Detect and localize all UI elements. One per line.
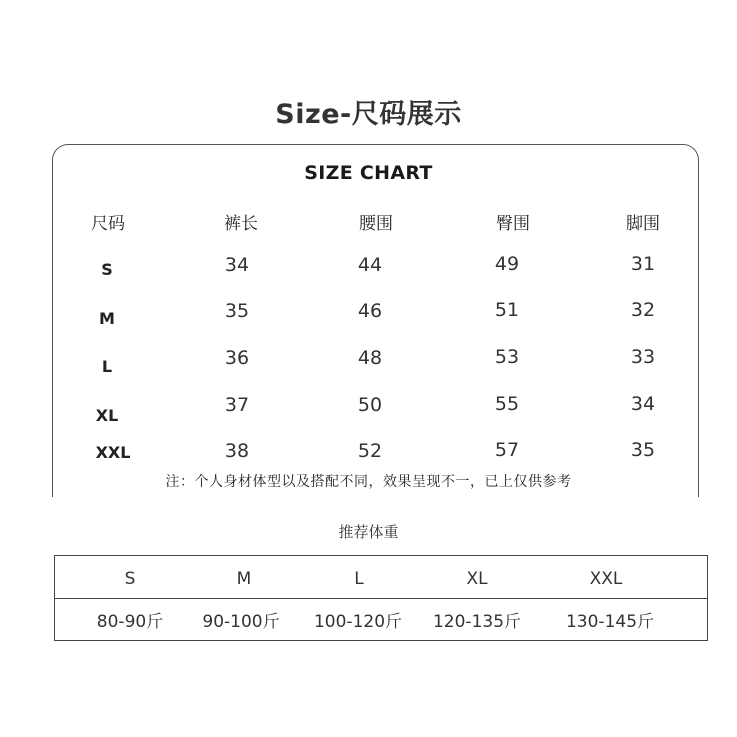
header-size: 尺码	[91, 214, 125, 234]
cell-m-length: 35	[224, 300, 250, 322]
cell-s-hip: 49	[494, 253, 520, 275]
cell-xxl-waist: 52	[357, 440, 383, 462]
cell-l-length: 36	[224, 347, 250, 369]
cell-xxl-leg: 35	[630, 439, 656, 461]
weight-value-s: 80-90斤	[96, 612, 164, 632]
cell-xxl-hip: 57	[494, 439, 520, 461]
row-label-l: L	[101, 357, 113, 376]
cell-l-hip: 53	[494, 346, 520, 368]
weight-value-xl: 120-135斤	[432, 612, 522, 632]
size-chart-heading: SIZE CHART	[304, 162, 433, 184]
cell-xxl-length: 38	[224, 440, 250, 462]
header-pants-length: 裤长	[224, 214, 258, 234]
cell-m-waist: 46	[357, 300, 383, 322]
header-leg-opening: 脚围	[626, 214, 660, 234]
size-chart-note: 注：个人身材体型以及搭配不同，效果呈现不一，已上仅供参考	[165, 474, 572, 490]
row-label-xl: XL	[95, 406, 119, 425]
header-hip: 臀围	[496, 214, 530, 234]
cell-s-length: 34	[224, 254, 250, 276]
cell-xl-length: 37	[224, 394, 250, 416]
weight-size-xl: XL	[466, 569, 488, 589]
weight-value-xxl: 130-145斤	[565, 612, 655, 632]
cell-xl-leg: 34	[630, 393, 656, 415]
cell-l-waist: 48	[357, 347, 383, 369]
cell-m-hip: 51	[494, 299, 520, 321]
cell-xl-hip: 55	[494, 393, 520, 415]
row-label-m: M	[99, 309, 115, 328]
weight-size-l: L	[354, 569, 364, 589]
row-label-xxl: XXL	[95, 443, 131, 462]
page-title: Size-尺码展示	[275, 99, 462, 130]
cell-s-leg: 31	[630, 253, 656, 275]
header-waist: 腰围	[359, 214, 393, 234]
weight-value-m: 90-100斤	[202, 612, 280, 632]
weight-table-divider	[55, 598, 707, 599]
cell-xl-waist: 50	[357, 394, 383, 416]
weight-size-xxl: XXL	[589, 569, 623, 589]
weight-size-m: M	[236, 569, 252, 589]
weight-size-s: S	[124, 569, 136, 589]
weight-value-l: 100-120斤	[313, 612, 403, 632]
cell-l-leg: 33	[630, 346, 656, 368]
weight-caption: 推荐体重	[338, 523, 399, 541]
cell-m-leg: 32	[630, 299, 656, 321]
cell-s-waist: 44	[357, 254, 383, 276]
row-label-s: S	[101, 260, 113, 279]
